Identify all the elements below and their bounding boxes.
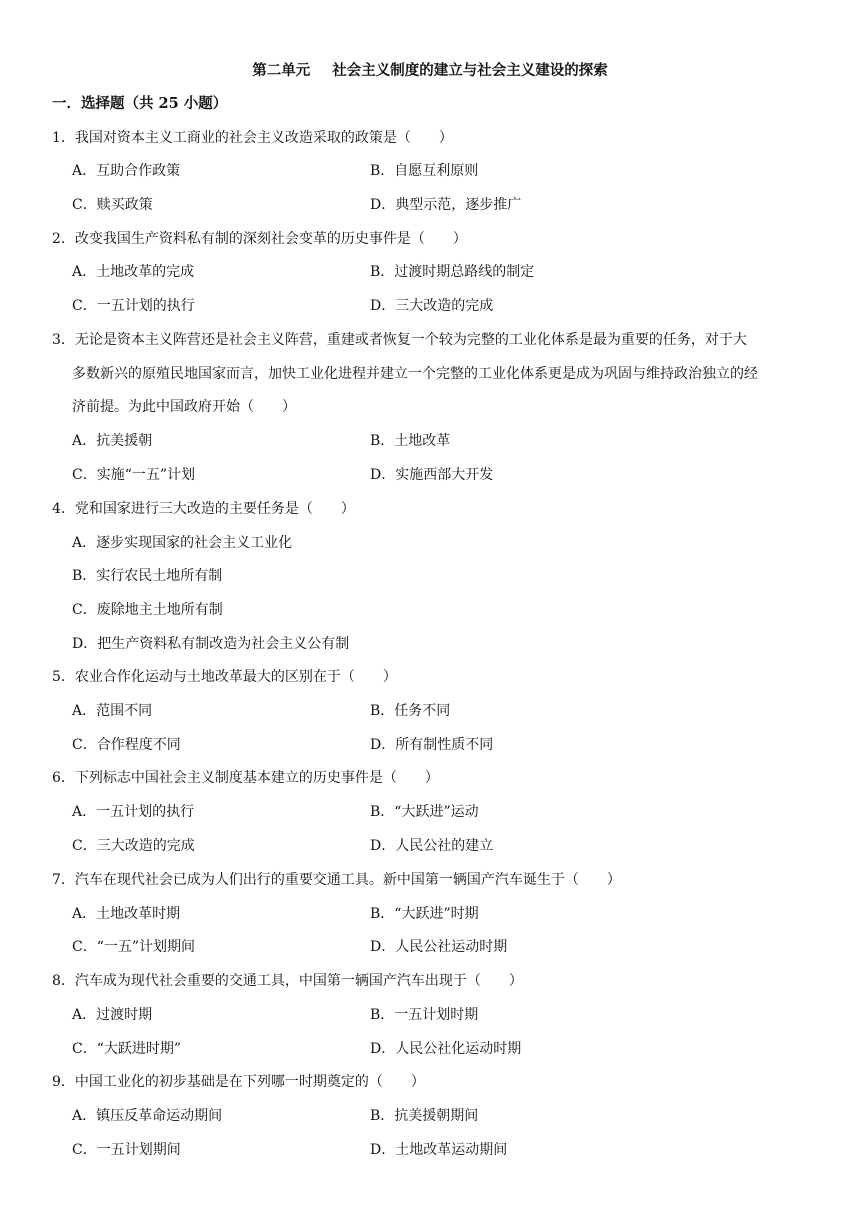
q5-option-a: A．范围不同 — [72, 703, 153, 719]
q1-option-d: D．典型示范，逐步推广 — [370, 197, 522, 213]
q4-option-b: B．实行农民土地所有制 — [72, 568, 223, 584]
q8-option-c: C．“大跃进时期” — [72, 1041, 182, 1057]
q2-option-c: C．一五计划的执行 — [72, 298, 195, 314]
question-5: 5．农业合作化运动与土地改革最大的区别在于（ ） — [52, 669, 397, 685]
q6-option-d: D．人民公社的建立 — [370, 838, 494, 854]
question-7: 7．汽车在现代社会已成为人们出行的重要交通工具。新中国第一辆国产汽车诞生于（ ） — [52, 872, 621, 888]
q1-option-a: A．互助合作政策 — [72, 163, 181, 179]
q6-option-c: C．三大改造的完成 — [72, 838, 195, 854]
q7-option-c: C．“一五”计划期间 — [72, 939, 196, 955]
q3-option-d: D．实施西部大开发 — [370, 467, 494, 483]
q7-option-d: D．人民公社运动时期 — [370, 939, 508, 955]
q5-option-d: D．所有制性质不同 — [370, 737, 494, 753]
q2-option-a: A．土地改革的完成 — [72, 264, 195, 280]
q3-option-b: B．土地改革 — [370, 433, 451, 449]
q3-option-a: A．抗美援朝 — [72, 433, 153, 449]
question-3-line-2: 多数新兴的原殖民地国家而言，加快工业化进程并建立一个完整的工业化体系更是成为巩固与维持政治独立的经 — [72, 366, 758, 382]
question-3-line-1: 3．无论是资本主义阵营还是社会主义阵营，重建或者恢复一个较为完整的工业化体系是最为重要的任务，对于大 — [52, 332, 747, 348]
q9-option-c: C．一五计划期间 — [72, 1142, 181, 1158]
question-1: 1．我国对资本主义工商业的社会主义改造采取的政策是（ ） — [52, 130, 453, 146]
section-heading: 一．选择题（共 25 小题） — [52, 95, 228, 112]
q6-option-a: A．一五计划的执行 — [72, 804, 195, 820]
q8-option-a: A．过渡时期 — [72, 1007, 153, 1023]
q4-option-a: A．逐步实现国家的社会主义工业化 — [72, 535, 293, 551]
q1-option-b: B．自愿互利原则 — [370, 163, 479, 179]
q5-option-c: C．合作程度不同 — [72, 737, 181, 753]
q2-option-b: B．过渡时期总路线的制定 — [370, 264, 535, 280]
question-2: 2．改变我国生产资料私有制的深刻社会变革的历史事件是（ ） — [52, 231, 467, 247]
q5-option-b: B．任务不同 — [370, 703, 451, 719]
question-4: 4．党和国家进行三大改造的主要任务是（ ） — [52, 501, 355, 517]
question-9: 9．中国工业化的初步基础是在下列哪一时期奠定的（ ） — [52, 1074, 425, 1090]
question-3-line-3: 济前提。为此中国政府开始（ ） — [72, 399, 296, 415]
q7-option-a: A．土地改革时期 — [72, 906, 181, 922]
q8-option-d: D．人民公社化运动时期 — [370, 1041, 522, 1057]
unit-title: 社会主义制度的建立与社会主义建设的探索 — [332, 62, 608, 79]
q8-option-b: B．一五计划时期 — [370, 1007, 479, 1023]
question-6: 6．下列标志中国社会主义制度基本建立的历史事件是（ ） — [52, 770, 439, 786]
page-title — [0, 58, 860, 84]
q4-option-c: C．废除地主土地所有制 — [72, 602, 223, 618]
unit-label: 第二单元 — [252, 62, 311, 79]
q1-option-c: C．赎买政策 — [72, 197, 153, 213]
q7-option-b: B．“大跃进”时期 — [370, 906, 479, 922]
q9-option-a: A．镇压反革命运动期间 — [72, 1108, 223, 1124]
q6-option-b: B．“大跃进”运动 — [370, 804, 479, 820]
q3-option-c: C．实施“一五”计划 — [72, 467, 196, 483]
q9-option-b: B．抗美援朝期间 — [370, 1108, 479, 1124]
q9-option-d: D．土地改革运动期间 — [370, 1142, 508, 1158]
q4-option-d: D．把生产资料私有制改造为社会主义公有制 — [72, 636, 350, 652]
question-8: 8．汽车成为现代社会重要的交通工具，中国第一辆国产汽车出现于（ ） — [52, 973, 523, 989]
q2-option-d: D．三大改造的完成 — [370, 298, 494, 314]
